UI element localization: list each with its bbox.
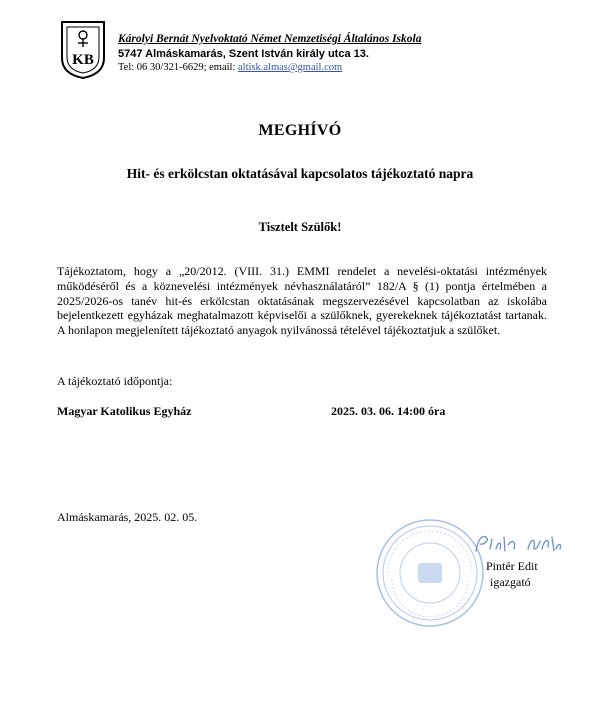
email-link[interactable]: altisk.almas@gmail.com xyxy=(238,62,343,73)
school-logo-icon xyxy=(58,18,108,80)
school-address: 5747 Almáskamarás, Szent István király utca 13. xyxy=(118,48,369,60)
salutation: Tisztelt Szülők! xyxy=(258,220,342,234)
document-subtitle: Hit- és erkölcstan oktatásával kapcsolatos tájékoztató napra xyxy=(126,166,474,181)
organization-name: Magyar Katolikus Egyház xyxy=(57,404,192,418)
official-stamp-icon xyxy=(374,517,486,629)
school-contact xyxy=(118,62,342,73)
event-datetime: 2025. 03. 06. 14:00 óra xyxy=(331,404,446,418)
document-title: MEGHÍVÓ xyxy=(258,122,342,139)
logo-letters: KB xyxy=(72,52,94,68)
signature-icon xyxy=(472,531,564,557)
signer-title: igazgató xyxy=(490,575,531,589)
signer-name: Pintér Edit xyxy=(486,559,538,573)
time-label: A tájékoztató időpontja: xyxy=(57,374,173,388)
phone-text: Tel: 06 30/321-6629; email: xyxy=(118,62,238,73)
body-paragraph: Tájékoztatom, hogy a „20/2012. (VIII. 31.) EMMI rendelet a nevelési-oktatási intézmények működéséről és a köznevelési intézmények névhasználatáról” 182/A § (1) pontja értelmében a 2025/2026-os tanév hit-és erkölcstan oktatásának megszervezésével kapcsolatban az iskolába bejelentkezett egyházak meghatalmazott képviselői a szülőknek, gyerekeknek tájékoztatást tartanak. A honlapon megjelenített tájékoztató anyagok nyilvánossá tételével tájékoztatjuk a szülőket. xyxy=(57,264,547,338)
school-name: Károlyi Bernát Nyelvoktató Német Nemzetiségi Általános Iskola xyxy=(118,33,422,45)
place-date: Almáskamarás, 2025. 02. 05. xyxy=(57,510,198,524)
